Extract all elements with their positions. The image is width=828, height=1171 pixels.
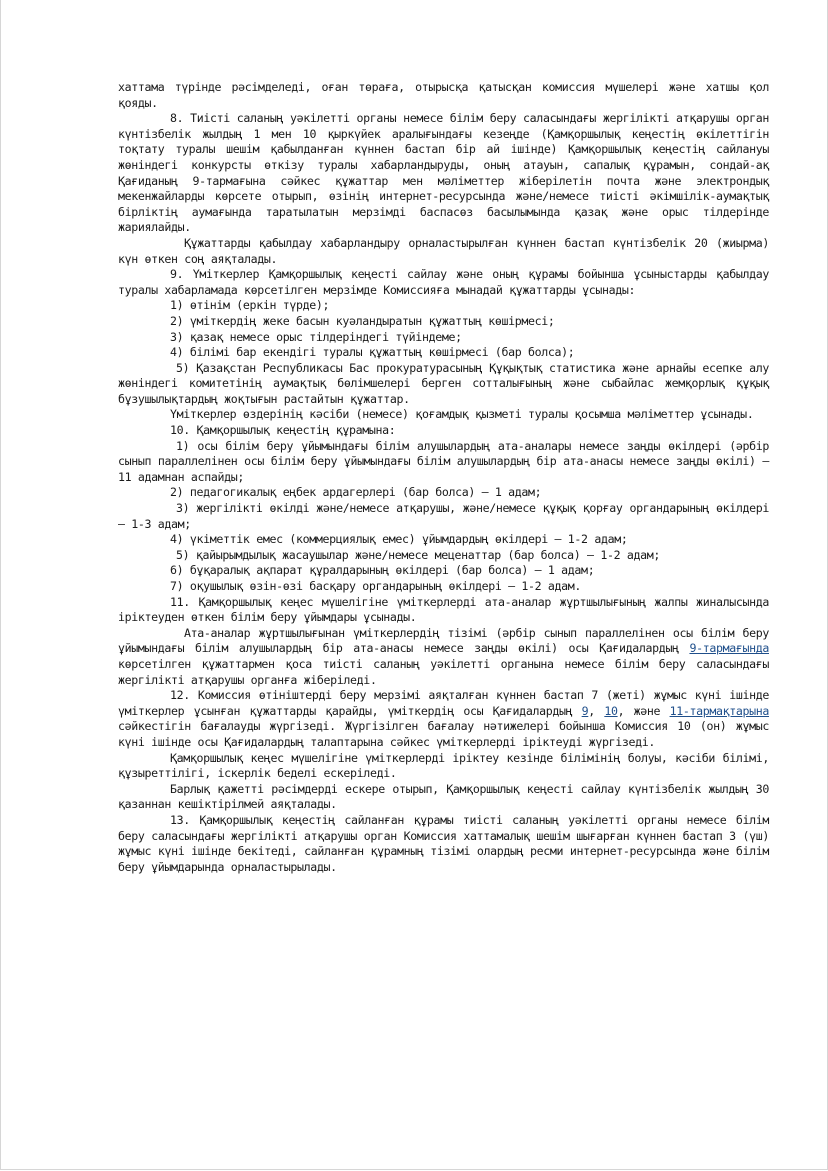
paragraph-8: 8. Тиісті саланың уәкілетті органы немесе білім беру саласындағы жергілікті атқарушы орган күнтізбелік жылдың 1 мен 10 қыркүйек аралығындағы кезеңде (Қамқоршылық кеңестің өкілеттігін тоқтату туралы шешім қабылданған күннен бастап бір ай ішінде) Қамқоршылық кеңестің сайлануы жөніндегі конкурсты өткізу туралы хабарландыруды, оның атауын, сапалық құрамын, сондай-ақ Қағиданың 9-тармағына сәйкес құжаттар мен мәліметтер жіберілетін почта және электрондық мекенжайларды көрсете отырып, өзінің интернет-ресурсында және/немесе тиісті әкімшілік-аумақтық бірліктің аумағында таратылатын мерзімді баспасөз басылымында қазақ және орыс тілдерінде жариялайды. [118, 111, 769, 235]
paragraph-10-item-2: 2) педагогикалық еңбек ардагерлері (бар болса) – 1 адам; [170, 485, 542, 500]
paragraph-11-text-2: көрсетілген құжаттармен қоса тиісті саланың уәкілетті органына немесе білім беру саласындағы жергілікті атқарушы органға жіберіледі. [118, 656, 769, 687]
paragraph-9-item-5: 5) Қазақстан Республикасы Бас прокуратурасының Құқықтық статистика және арнайы есепке алу жөніндегі комитетінің аумақтық бөлімшелері берген сотталығының және сыбайлас жемқорлық құқық бұзушылықтардың жоқтығын растайтын құжаттар. [118, 360, 769, 406]
paragraph-9: 9. Үміткерлер Қамқоршылық кеңесті сайлау және оның құрамы бойынша ұсыныстарды қабылдау туралы хабарламада көрсетілген мерзімде Комиссияға мынадай құжаттарды ұсынады: [118, 267, 769, 297]
paragraph-10-item-6: 6) бұқаралық ақпарат құралдарының өкілдері (бар болса) – 1 адам; [170, 563, 595, 578]
paragraph-10: 10. Қамқоршылық кеңестің құрамына: [170, 423, 396, 438]
paragraph-12-text-1: 12. Комиссия өтініштерді беру мерзімі аяқталған күннен бастап 7 (жеті) жұмыс күні ішінде үміткерлер ұсынған құжаттарды қарайды, үміткердің осы Қағидалардың [118, 688, 769, 718]
document-body [118, 80, 769, 875]
paragraph-11: 11. Қамқоршылық кеңес мүшелігіне үміткерлерді ата-аналар жұртшылығының жалпы жиналысында іріктеуден өткен білім беру ұйымдары ұсынады. [118, 594, 769, 625]
paragraph-continuation: хаттама түрінде рәсімделеді, оған төраға, отырысқа қатысқан комиссия мүшелері және хатшы қол қояды. [118, 80, 769, 110]
paragraph-12-text-2: сәйкестігін бағалауды жүргізеді. Жүргізілген бағалау нәтижелері бойынша Комиссия 10 (он) жұмыс күні ішінде осы Қағидалардың талаптарына сәйкес үміткерлерді іріктеуді жүргізеді. [118, 719, 769, 749]
paragraph-12-separator: , [588, 703, 605, 718]
link-article-9[interactable]: 9-тармағында [689, 641, 769, 656]
paragraph-12 [118, 688, 769, 750]
paragraph-9-item-1: 1) өтінім (еркін түрде); [170, 298, 330, 313]
paragraph-9-item-3: 3) қазақ немесе орыс тілдеріндегі түйіндеме; [170, 329, 462, 344]
paragraph-13: 13. Қамқоршылық кеңестің сайланған құрамы тиісті саланың уәкілетті органы немесе білім беру саласындағы жергілікті атқарушы орган Комиссия хаттамалық шешім шығарған күннен бастап 3 (үш) жұмыс күні ішінде бекітеді, сайланған құрамның тізімі олардың ресми интернет-ресурсында және білім беру ұйымдарында орналастырылады. [118, 812, 769, 874]
paragraph-9-item-2: 2) үміткердің жеке басын куәландыратын құжаттың көшірмесі; [170, 313, 555, 328]
paragraph-10-item-3: 3) жергілікті өкілді және/немесе атқарушы, және/немесе құқық қорғау органдарының өкілдері – 1-3 адам; [118, 501, 769, 531]
paragraph-10-item-1: 1) осы білім беру ұйымындағы білім алушылардың ата-аналары немесе заңды өкілдері (әрбір сынып параллелінен осы білім беру ұйымындағы білім алушылардың бір ата-анасы немесе заңды өкілі) – 11 адамнан аспайды; [118, 438, 769, 484]
link-article-10[interactable]: 10 [604, 703, 618, 718]
paragraph-8-deadline: Құжаттарды қабылдау хабарландыру орналастырылған күннен бастап күнтізбелік 20 (жиырма) күн өткен соң аяқталады. [118, 235, 769, 266]
paragraph-12-criteria: Қамқоршылық кеңес мүшелігіне үміткерлерді іріктеу кезінде білімінің болуы, кәсіби білімі, құзыреттілігі, іскерлік беделі ескеріледі. [118, 750, 769, 781]
paragraph-9-additional: Үміткерлер өздерінің кәсіби (немесе) қоғамдық қызметі туралы қосымша мәліметтер ұсынады. [170, 407, 754, 422]
paragraph-10-item-5: 5) қайырымдылық жасаушылар және/немесе меценаттар (бар болса) – 1-2 адам; [176, 547, 660, 562]
paragraph-12-and: , және [617, 703, 670, 718]
paragraph-9-item-4: 4) білімі бар екендігі туралы құжаттың көшірмесі (бар болса); [170, 345, 575, 360]
paragraph-12-deadline: Барлық қажетті рәсімдерді ескере отырып, Қамқоршылық кеңесті сайлау күнтізбелік жылдың 30 қазаннан кешіктірілмей аяқталады. [118, 781, 769, 812]
paragraph-11-list [118, 626, 769, 688]
paragraph-11-text-1: Ата-аналар жұртшылығынан үміткерлердің тізімі (әрбір сынып параллелінен осы білім беру ұйымындағы білім алушылардың бір ата-анасы немесе заңды өкілі) осы Қағидалардың [118, 625, 769, 656]
paragraph-10-item-4: 4) үкіметтік емес (коммерциялық емес) ұйымдардың өкілдері – 1-2 адам; [170, 532, 628, 547]
link-article-9-short[interactable]: 9 [581, 703, 589, 718]
link-article-11[interactable]: 11-тармақтарына [669, 703, 770, 718]
paragraph-10-item-7: 7) оқушылық өзін-өзі басқару органдарының өкілдері – 1-2 адам. [170, 579, 582, 593]
